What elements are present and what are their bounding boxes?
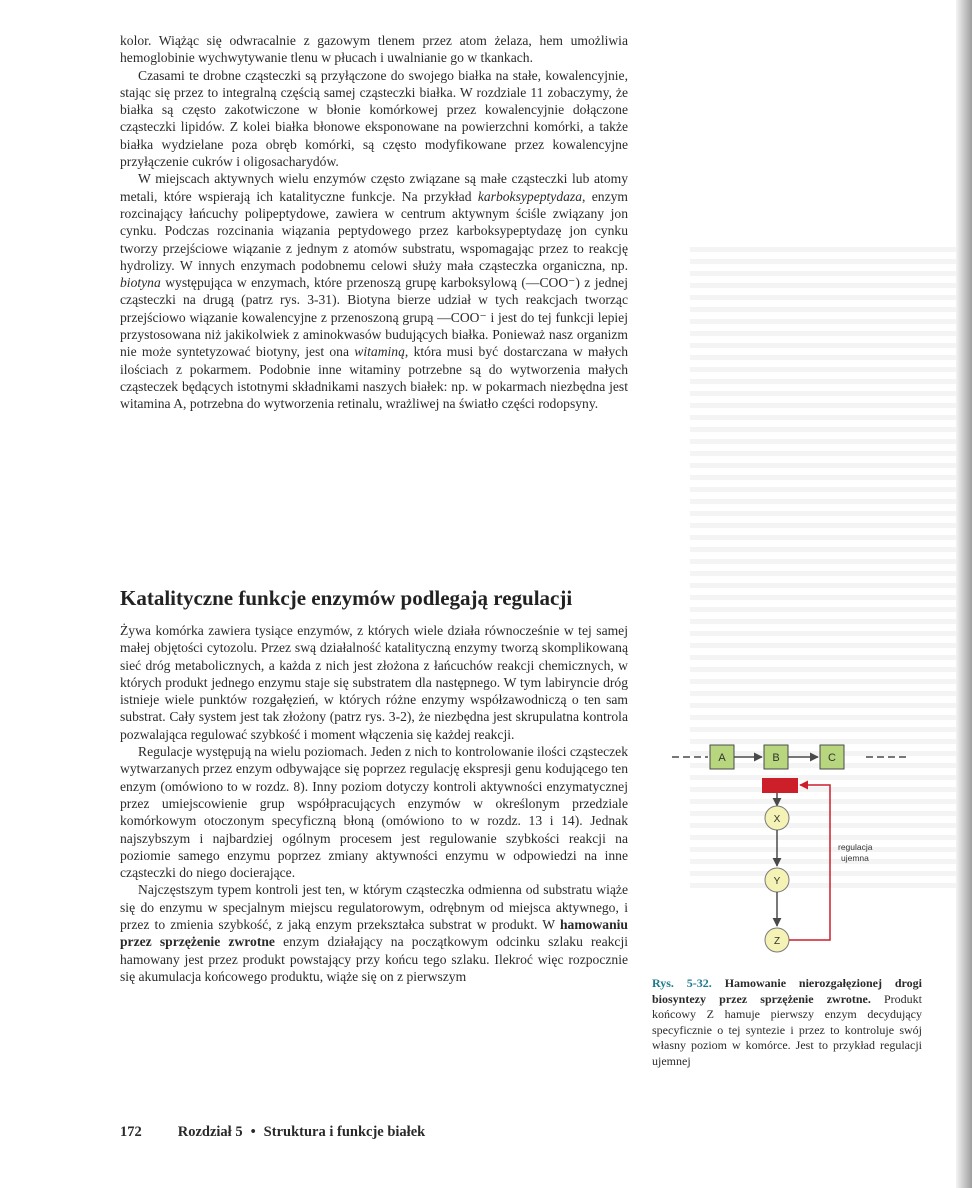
text-run: występująca w enzymach, które przenoszą grupę karboksylową (—COO⁻) z jednej cząsteczki na drugą (patrz rys. 3-31). Biotyna bierze udział w tych reakcjach tworząc przejściowo wiązanie kowalencyjne z przenoszoną grupą —COO⁻ i jest do tej funkcji lepiej przystosowana niż jakikolwiek z aminokwasów budujących białka. Ponieważ nasz organizm nie może syntetyzować biotyny, jest ona [120,275,628,360]
section-heading: Katalityczne funkcje enzymów podlegają regulacji [120,586,573,610]
paragraph [120,170,628,412]
page-number: 172 [120,1124,142,1140]
box-b-label: B [772,752,780,764]
caption-text: Produkt końcowy Z hamuje pierwszy enzym decydujący specyficznie o tej syntezie i przez to kontroluje swój własny poziom w komórce. Jest to przykład regulacji ujemnej [652,991,922,1068]
inhibited-enzyme-bar [762,778,798,793]
term-karboksypeptydaza: karboksypeptydaza [477,188,583,204]
box-a-label: A [718,752,726,764]
text-run: , enzym rozcinający łańcuchy polipeptydowe, zawiera w centrum aktywnym ściśle związany jon cynku. Podczas rozcinania wiązania peptydowego przez karboksypeptydazę jon cynku tworzy przejściowe wiązanie z jednym z atomów substratu, wspomagając przez to reakcję hydrolizy. W innych enzymach podobnemu celowi służy mała cząsteczka organiczna, np. [120,188,628,273]
circle-x-label: X [773,814,781,825]
footer-separator: • [250,1124,256,1140]
feedback-inhibition-diagram [670,738,920,968]
page-footer [120,1124,425,1141]
paragraph: Czasami te drobne cząsteczki są przyłączone do swojego białka na stałe, kowalencyjnie, stając się przez to integralną częścią samej cząsteczki białka. W rozdziale 11 zobaczymy, że białka są często zakotwiczone w błonie komórkowej przez kowalencyjnie dołączone cząsteczki lipidów. Z kolei białka błonowe eksponowane na powierzchni komórki, a także białka wydzielane poza obręb komórki, są często modyfikowane przez kowalencyjne przyłączenie cukrów i oligosacharydów. [120,67,628,170]
text-run: Najczęstszym typem kontroli jest ten, w którym cząsteczka odmienna od substratu wiąże się do enzymu w specjalnym miejscu regulatorowym, odrębnym od miejsca aktywnego, i przez to zmienia szybkość, z jaką enzym przekształca substrat w produkt. W [120,882,628,933]
text-run: , która musi być dostarczana w małych ilościach z pokarmem. Podobnie inne witaminy potrzebne są do wytworzenia małych cząsteczek będących istotnymi składnikami naszych białek: np. w pokarmach niezbędna jest witamina A, potrzebna do wytworzenia retinalu, wrażliwej na światło części rodopsyny. [120,344,628,412]
paragraph: Żywa komórka zawiera tysiące enzymów, z których wiele działa równocześnie w tej samej małej objętości cytozolu. Przez swą działalność katalityczną enzymy tworzą skomplikowaną sieć dróg metabolicznych, a każda z nich jest złożona z łańcuchów reakcji chemicznych, w których produkt jednego enzymu staje się substratem dla następnego. W tym labiryncie dróg istnieje wiele punktów rozgałęzień, w których różne enzymy współzawodniczą o ten sam substrat. Cały system jest tak złożony (patrz rys. 3-2), że niezbędna jest skrupulatna kontrola pozwalająca regulować szybkość i moment włączenia się każdej reakcji. [120,623,628,742]
bottom-text-column [120,622,628,985]
feedback-arrow [789,785,830,940]
chapter-title: Struktura i funkcje białek [263,1124,426,1140]
paragraph: Regulacje występują na wielu poziomach. Jeden z nich to kontrolowanie ilości cząsteczek wytwarzanych przez enzym odbywające się poprzez regulację ekspresji genu kodującego ten enzym (omówiono to w rozdz. 8). Inny poziom dotyczy kontroli aktywności enzymatycznej przez umiejscowienie grup współpracujących enzymów w określonym przedziale komórkowym otoczonym specyficzną błoną (omówiono to w rozdz. 13 i 14). Jednak najszybszym i najbardziej ogólnym procesem jest regulowanie szybkości reakcji na poziomie samego enzymu poprzez zmiany aktywności enzymu w odpowiedzi na inne cząsteczki do niego docierające. [120,744,628,881]
feedback-label-line2: ujemna [841,853,869,863]
box-c-label: C [828,752,836,764]
figure-title: Hamowanie nierozgałęzionej drogi biosyntezy przez sprzężenie zwrotne. [652,976,922,1006]
text-run: W miejscach aktywnych wielu enzymów często związane są małe cząsteczki lub atomy metali, które wspierają ich katalityczne funkcje. Na przykład [120,171,628,204]
circle-z-label: Z [773,936,781,947]
term-feedback-inhibition: hamowaniu przez sprzężenie zwrotne [120,917,628,950]
top-text-column [120,32,628,413]
text-run: enzym działający na początkowym odcinku szlaku reakcji hamowany jest przez produkt powstający przy końcu tego szlaku. Ilekroć więc rozpocznie się akumulacja końcowego produktu, wiąże się on z pierwszym [120,934,629,984]
term-witamina: witaminą [354,344,405,360]
feedback-label-line1: regulacja [838,842,873,852]
paragraph [120,881,628,985]
paragraph: kolor. Wiążąc się odwracalnie z gazowym tlenem przez atom żelaza, hem umożliwia hemoglobinie wychwytywanie tlenu w płucach i uwalnianie go w tkankach. [120,33,628,66]
term-biotyna: biotyna [120,275,161,291]
figure-caption [652,976,922,1069]
chapter-label: Rozdział 5 [177,1124,243,1140]
figure-number: Rys. 5-32. [652,976,712,990]
circle-y-label: Y [773,876,781,887]
page-edge-shadow [956,0,972,1188]
